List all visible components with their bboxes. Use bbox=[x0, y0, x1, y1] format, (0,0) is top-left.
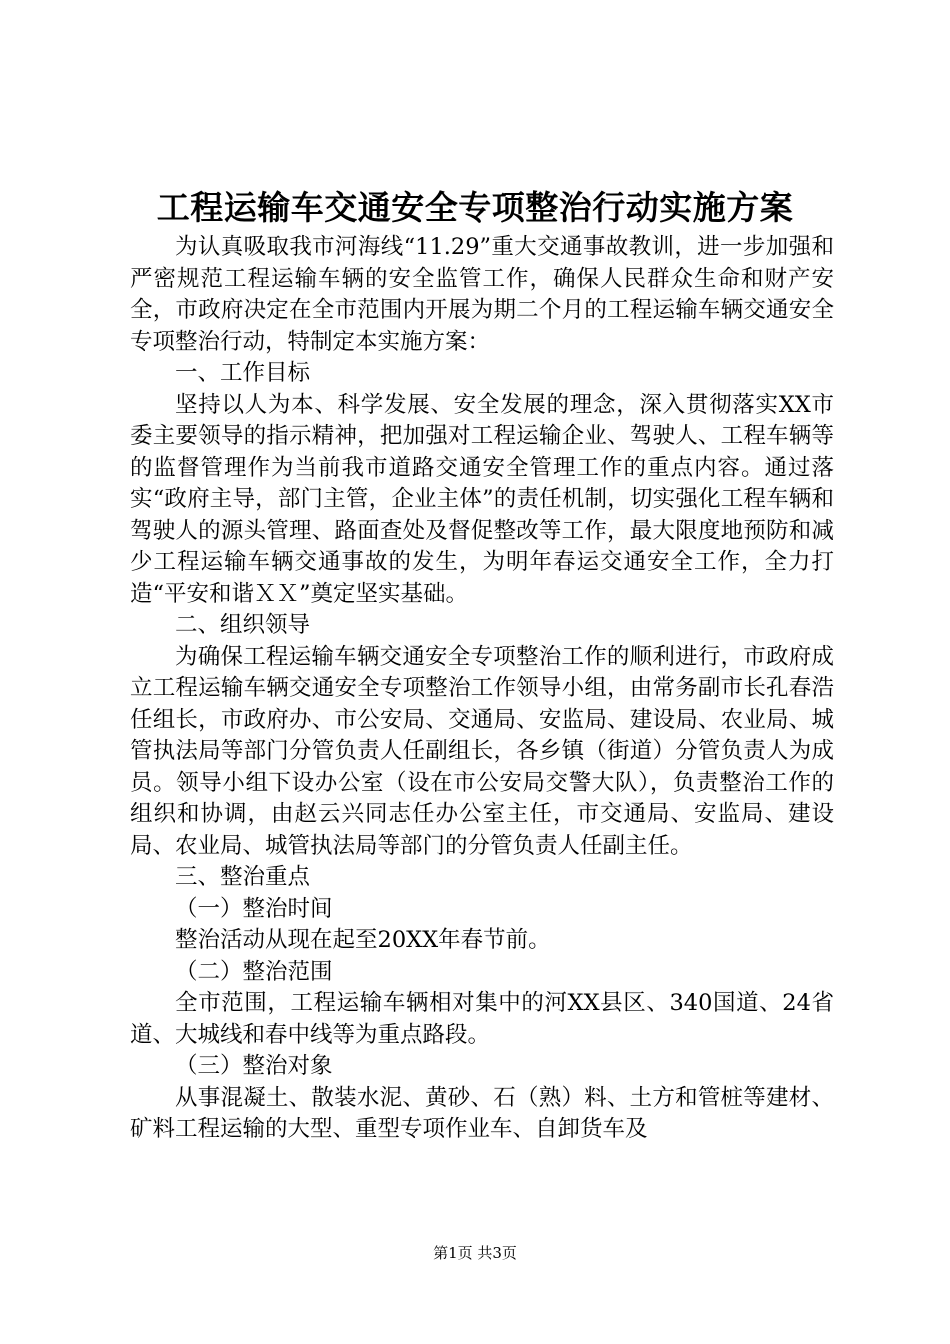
document-body bbox=[130, 232, 834, 1146]
subheading-time: （一）整治时间 bbox=[175, 895, 333, 922]
targets-paragraph: 从事混凝土、散装水泥、黄砂、石（熟）料、土方和管桩等建材、矿料工程运输的大型、重型专项作业车、自卸货车及 bbox=[130, 1084, 834, 1142]
leadership-paragraph: 为确保工程运输车辆交通安全专项整治工作的顺利进行，市政府成立工程运输车辆交通安全专项整治工作领导小组，由常务副市长孔春浩任组长，市政府办、市公安局、交通局、安监局、建设局、农业局、城管执法局等部门分管负责人任副组长，各乡镇（街道）分管负责人为成员。领导小组下设办公室（设在市公安局交警大队），负责整治工作的组织和协调，由赵云兴同志任办公室主任，市交通局、安监局、建设局、农业局、城管执法局等部门的分管负责人任副主任。 bbox=[130, 643, 834, 859]
section-heading-focus: 三、整治重点 bbox=[175, 864, 311, 890]
page-footer: 第1页 共3页 bbox=[433, 1244, 517, 1262]
section-heading-goals: 一、工作目标 bbox=[175, 360, 311, 386]
goals-paragraph: 坚持以人为本、科学发展、安全发展的理念，深入贯彻落实XX市委主要领导的指示精神，把加强对工程运输企业、驾驶人、工程车辆等的监督管理作为当前我市道路交通安全管理工作的重点内容。通过落实“政府主导，部门主管，企业主体”的责任机制，切实强化工程车辆和驾驶人的源头管理、路面查处及督促整改等工作，最大限度地预防和减少工程运输车辆交通事故的发生，为明年春运交通安全工作，全力打造“平安和谐ＸＸ”奠定坚实基础。 bbox=[130, 391, 834, 607]
scope-paragraph: 全市范围，工程运输车辆相对集中的河XX县区、340国道、24省道、大城线和春中线等为重点路段。 bbox=[130, 990, 834, 1048]
time-paragraph: 整治活动从现在起至20XX年春节前。 bbox=[175, 927, 551, 953]
section-heading-leadership: 二、组织领导 bbox=[175, 612, 311, 638]
page-title: 工程运输车交通安全专项整治行动实施方案 bbox=[156, 188, 794, 227]
subheading-scope: （二）整治范围 bbox=[175, 958, 333, 985]
intro-paragraph: 为认真吸取我市河海线“11.29”重大交通事故教训，进一步加强和严密规范工程运输车辆的安全监管工作，确保人民群众生命和财产安全，市政府决定在全市范围内开展为期二个月的工程运输车辆交通安全专项整治行动，特制定本实施方案： bbox=[130, 234, 834, 355]
subheading-targets: （三）整治对象 bbox=[175, 1053, 333, 1079]
